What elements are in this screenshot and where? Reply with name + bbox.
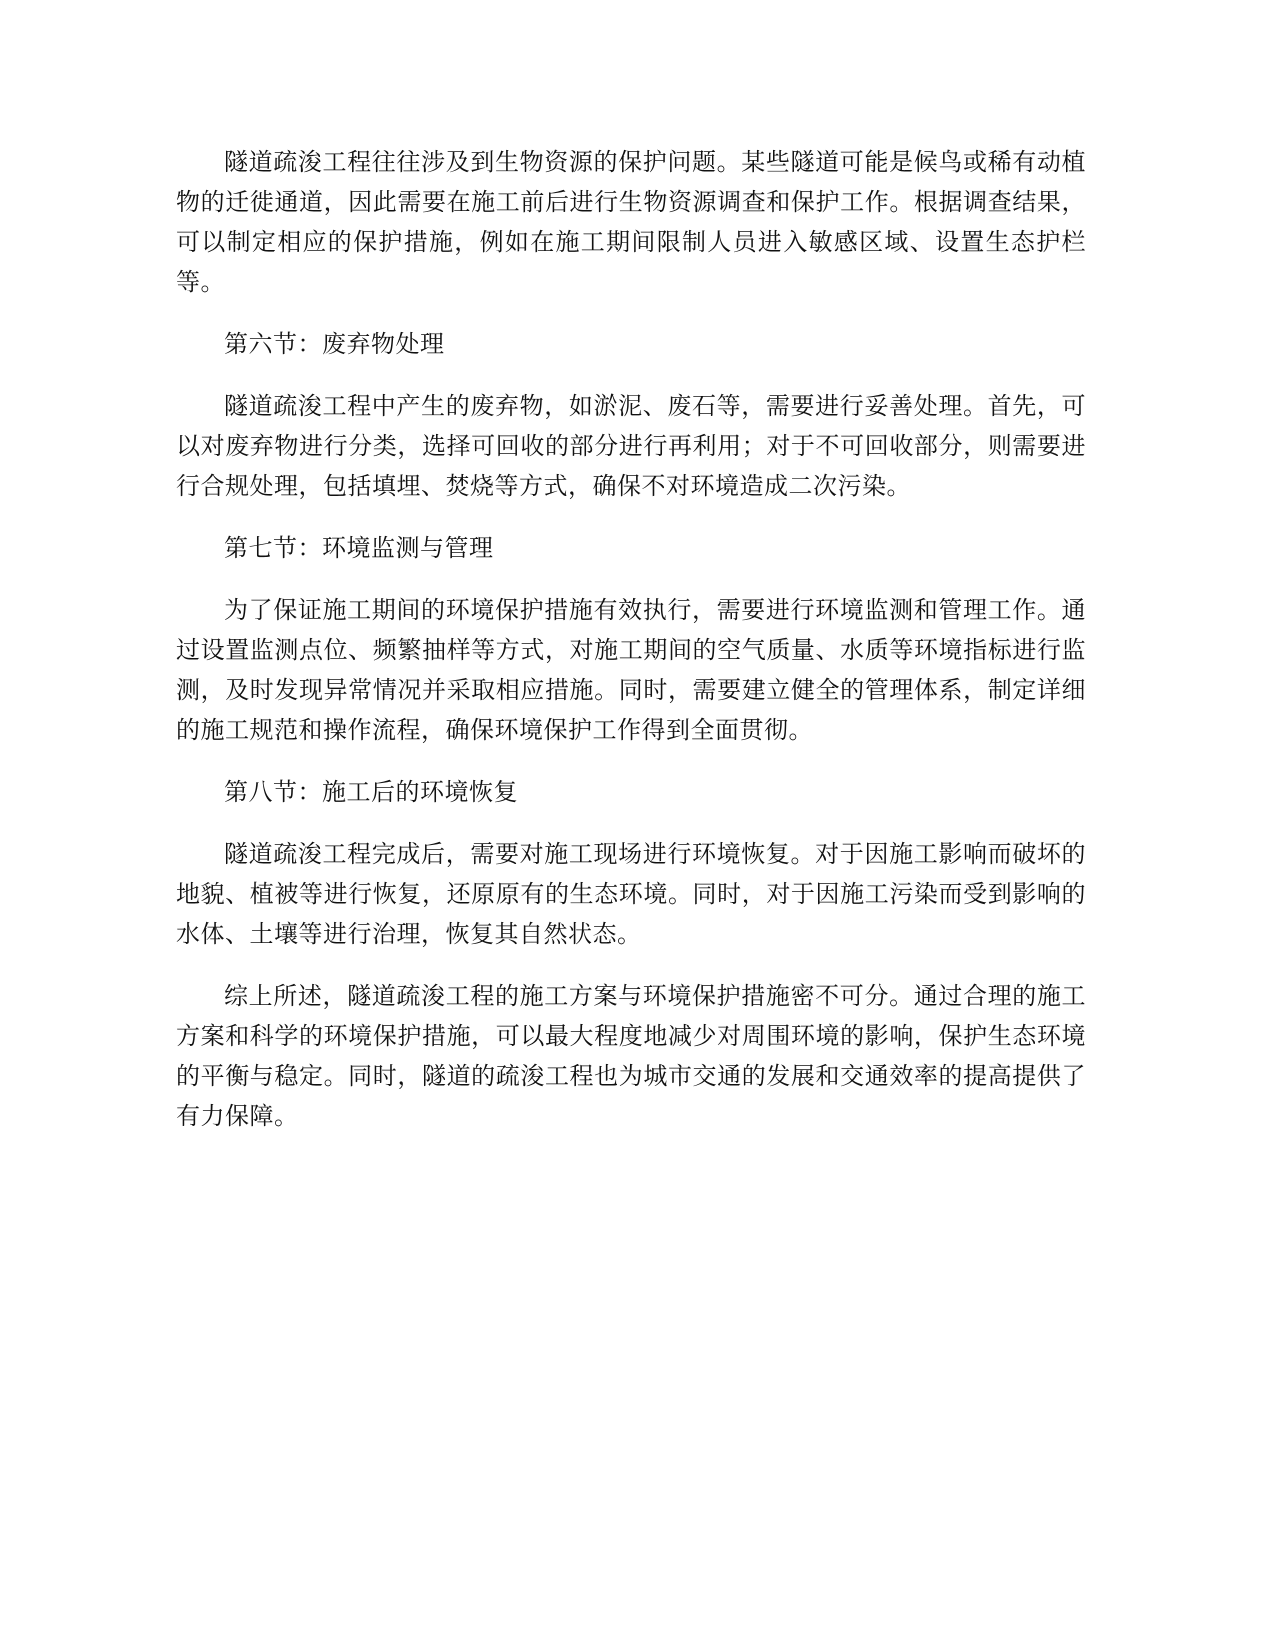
paragraph-biological-resources: 隧道疏浚工程往往涉及到生物资源的保护问题。某些隧道可能是候鸟或稀有动植物的迁徙通道，因此需要在施工前后进行生物资源调查和保护工作。根据调查结果，可以制定相应的保护措施，例如在施工期间限制人员进入敏感区域、设置生态护栏等。 (176, 148, 1086, 296)
document-body (176, 142, 1086, 1158)
section-heading-8: 第八节：施工后的环境恢复 (224, 778, 518, 806)
section-heading-7: 第七节：环境监测与管理 (224, 534, 494, 562)
paragraph-waste-disposal: 隧道疏浚工程中产生的废弃物，如淤泥、废石等，需要进行妥善处理。首先，可以对废弃物进行分类，选择可回收的部分进行再利用；对于不可回收部分，则需要进行合规处理，包括填埋、焚烧等方式，确保不对环境造成二次污染。 (176, 392, 1086, 500)
paragraph-conclusion: 综上所述，隧道疏浚工程的施工方案与环境保护措施密不可分。通过合理的施工方案和科学的环境保护措施，可以最大程度地减少对周围环境的影响，保护生态环境的平衡与稳定。同时，隧道的疏浚工程也为城市交通的发展和交通效率的提高提供了有力保障。 (176, 982, 1086, 1130)
paragraph-environment-restoration: 隧道疏浚工程完成后，需要对施工现场进行环境恢复。对于因施工影响而破坏的地貌、植被等进行恢复，还原原有的生态环境。同时，对于因施工污染而受到影响的水体、土壤等进行治理，恢复其自然状态。 (176, 840, 1086, 948)
section-heading-6: 第六节：废弃物处理 (224, 330, 445, 358)
paragraph-environment-monitoring: 为了保证施工期间的环境保护措施有效执行，需要进行环境监测和管理工作。通过设置监测点位、频繁抽样等方式，对施工期间的空气质量、水质等环境指标进行监测，及时发现异常情况并采取相应措施。同时，需要建立健全的管理体系，制定详细的施工规范和操作流程，确保环境保护工作得到全面贯彻。 (176, 596, 1086, 744)
